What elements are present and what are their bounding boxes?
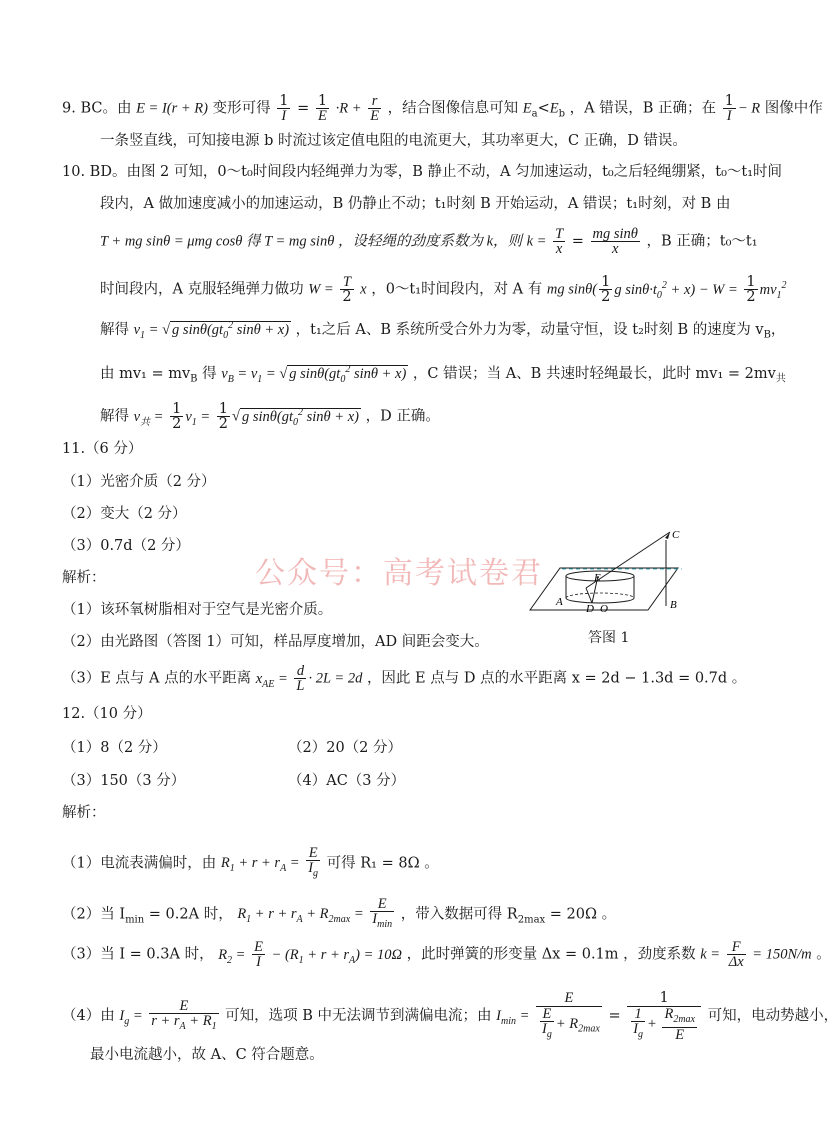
q9-line2: 一条竖直线，可知接电源 b 时流过该定值电阻的电流更大，其功率更大，C 正确，D 错误。 (100, 133, 687, 149)
q10-line3: T + mg sinθ = μmg cosθ 得 T = mg sinθ ，设轻绳的劲度系数为 k，则 k = $\frac{T}{x}$ = $\frac{\text{mg sinθ}}{x}$ ，B 正确；t₀～t₁ (100, 226, 758, 257)
figure-label-o: O (600, 603, 608, 615)
q12-explain-2: （2）当 $I_{min} = 0.2A$ 时， $R_1 + r + r_A + R_{2max}$ = $\frac{E}{I_{min}}$ ，带入数据可得 $R_{2max} = 20\Omega$ 。 (62, 896, 617, 930)
optical-path-figure (522, 528, 682, 624)
q11-answer-3: （3）0.7d（2 分） (62, 538, 190, 554)
q9-line1: 9. BC。由 E = I(r + R) 变形可得 $\frac{1}{I}$ = $\frac{1}{E}$ ·R + $\frac{r}{E}$ ，结合图像信息可知 $E_a<E_b$ ，A 错误，B 正确；在 $\frac{1}{I}$ − R 图像中作 (62, 93, 823, 124)
q12-answer-2: （2）20（2 分） (288, 740, 403, 756)
q10-line2: 段内，A 做加速度减小的加速运动，B 仍静止不动；t₁时刻 B 开始运动，A 错误；t₁时刻，对 B 由 (100, 196, 731, 212)
figure-label-d: D (586, 603, 594, 615)
q12-explain-3: （3）当 I = 0.3A 时， $R_2$ = $\frac{E}{I}$ − $(R_1 + r + r_A) = 10\Omega$ ，此时弹簧的形变量 Δx = 0.1m ，劲度系数 k = $\frac{F}{\Delta x}$ = 150N/m 。 (62, 939, 831, 970)
figure-label-c: C (672, 529, 680, 541)
q12-answer-4: （4）AC（3 分） (288, 773, 406, 789)
q12-title: 12.（10 分） (62, 706, 152, 722)
q10-line6: 由 $mv_1 = mv_B$ 得 $v_B = v_1$ = √ g $\sin\theta(gt_0^2$ sinθ + x) ，C 错误；当 A、B 共速时轻绳最长，此时 $mv_1 = 2mv_共$ (100, 364, 786, 385)
q11-answer-2: （2）变大（2 分） (62, 506, 187, 522)
figure-label-a: A (556, 596, 563, 608)
q12-answer-3: （3）150（3 分） (62, 773, 186, 789)
q12-answer-1: （1）8（2 分） (62, 740, 167, 756)
q10-line1: 10. BD。由图 2 可知，0～t₀时间段内轻绳弹力为零，B 静止不动，A 匀加速运动，t₀之后轻绳绷紧，t₀～t₁时间 (62, 164, 783, 180)
watermark: 公众号：高考试卷君 (255, 556, 543, 591)
q11-title: 11.（6 分） (62, 441, 143, 457)
q11-explain-3: （3）E 点与 A 点的水平距离 $x_{AE}$ = $\frac{d}{L}$ · 2L = 2d ，因此 E 点与 D 点的水平距离 x = 2d − 1.3d = 0.7d 。 (62, 663, 747, 694)
q12-analysis-label: 解析： (62, 805, 106, 821)
q10-line5: 解得 $v_1$ = √ g $\sin\theta(gt_0^2$ sinθ + x) ，t₁之后 A、B 系统所受合外力为零，动量守恒，设 t₂时刻 B 的速度为 $v_B$， (100, 320, 786, 341)
q10-line7: 解得 $v_共$ = $\frac{1}{2}$ $v_1$ = $\frac{1}{2}$ √ g $\sin\theta(gt_0^2$ sinθ + x) ，D 正确。 (100, 401, 440, 432)
q11-answer-1: （1）光密介质（2 分） (62, 474, 216, 490)
figure-label-b: B (670, 599, 677, 611)
q12-explain-4-cont: 最小电流越小，故 A、C 符合题意。 (90, 1047, 324, 1063)
q12-explain-1: （1）电流表满偏时，由 $R_1 + r + r_A$ = $\frac{E}{I_g}$ 可得 R₁ = 8Ω 。 (62, 845, 439, 879)
q12-explain-4: （4）由 $I_g$ = $\frac{E}{r + r_A + R_1}$ 可知，选项 B 中无法调节到满偏电流；由 $I_{min}$ = E $\frac{E}{I_g}$ + $R_{2max}$ = 1 $\frac{1}{I_g}$ + $\frac{R_{2max}}{E}$ 可知，电动势越小， (62, 990, 838, 1043)
q10-line4: 时间段内，A 克服轻绳弹力做功 W = $\frac{T}{2}$ x ，0～t₁时间段内，对 A 有 mg sinθ( $\frac{1}{2}$ g $\sin\theta\cdot t_0^2 + x) - W$ = $\frac{1}{2}$ $mv_1^2$ (100, 274, 787, 305)
figure-caption: 答图 1 (588, 630, 630, 646)
q11-explain-1: （1）该环氧树脂相对于空气是光密介质。 (62, 602, 333, 618)
q11-analysis-label: 解析： (62, 570, 106, 586)
figure-label-e: E (594, 572, 601, 584)
fraction-1-over-I: $\frac{1}{I}$ (279, 93, 289, 124)
q11-explain-2: （2）由光路图（答图 1）可知，样品厚度增加，AD 间距会变大。 (62, 634, 489, 650)
